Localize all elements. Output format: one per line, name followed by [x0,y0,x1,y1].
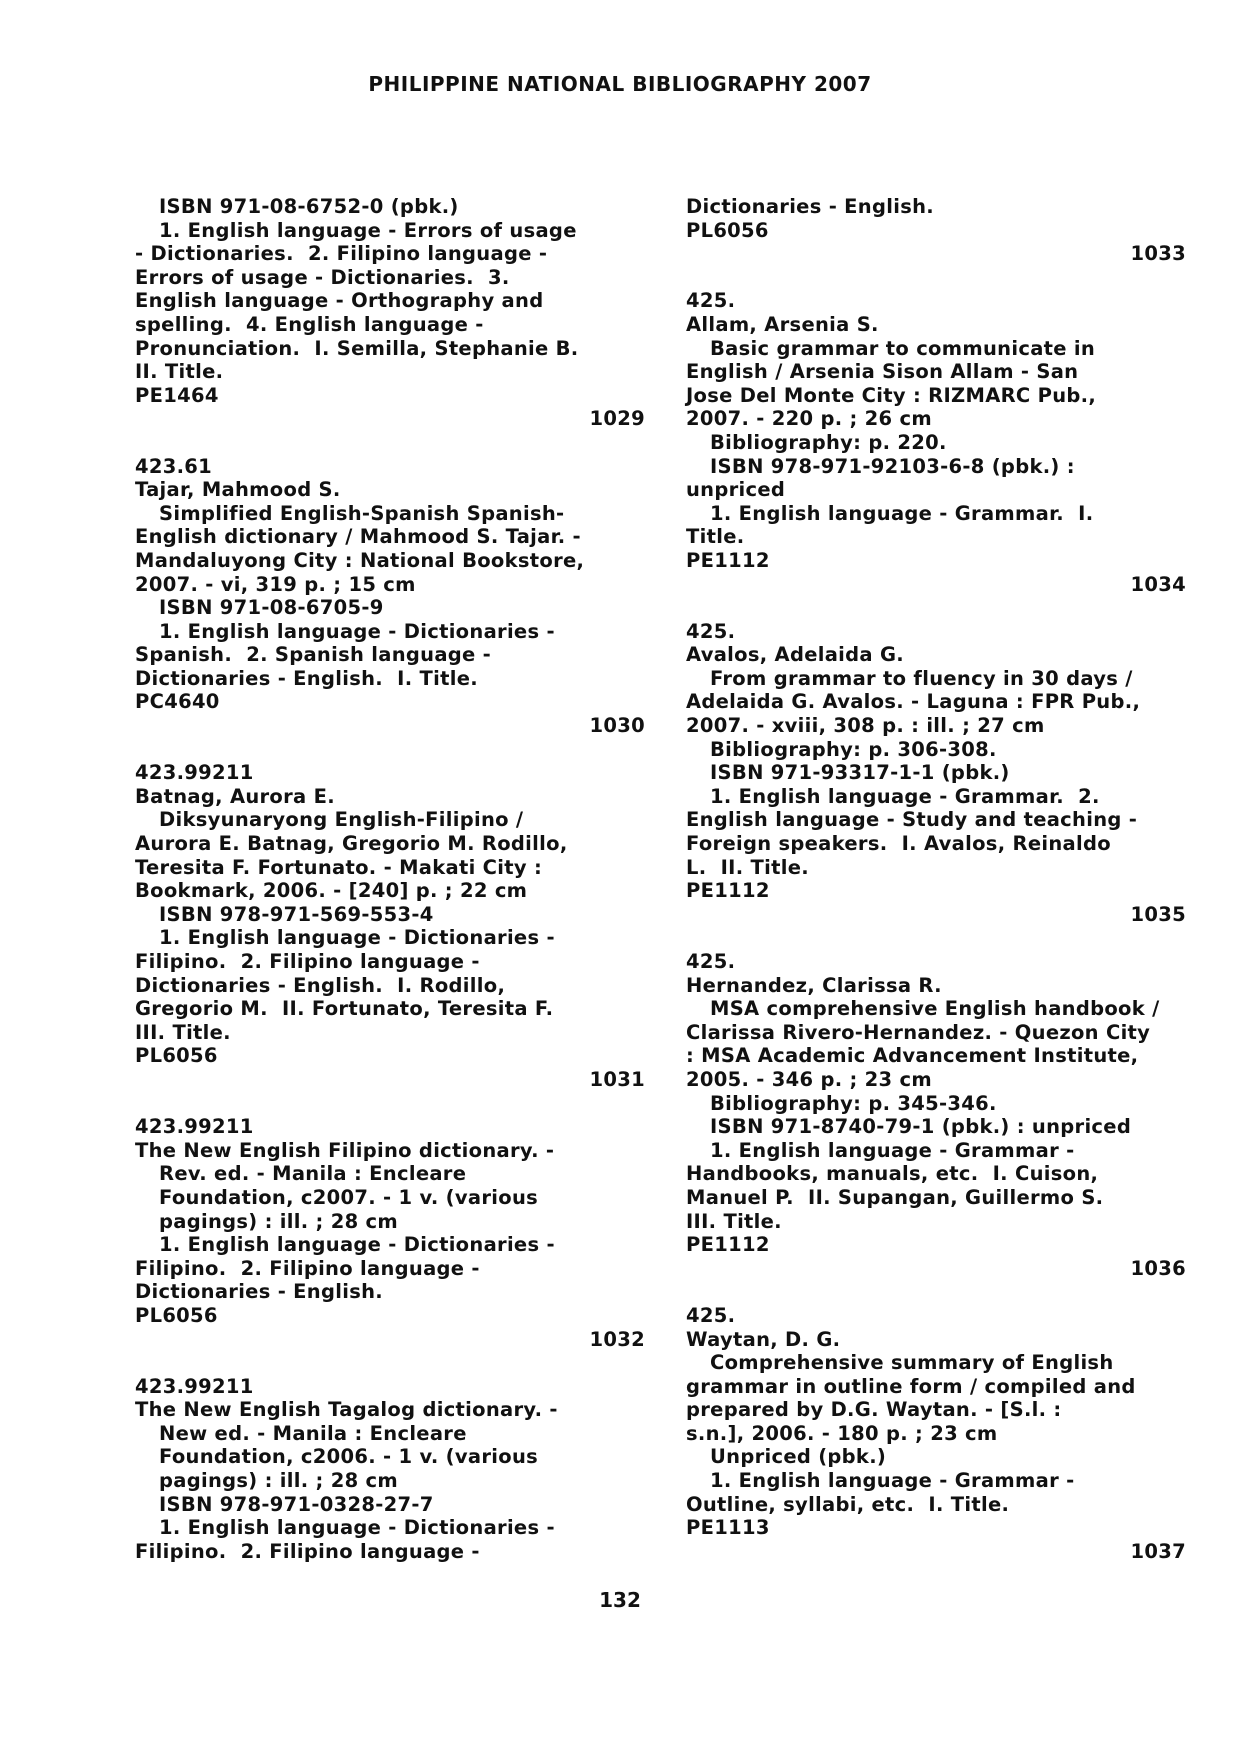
bibliographic-line: PE1113 [686,1516,770,1540]
bibliographic-line: ISBN 971-93317-1-1 (pbk.) [710,761,1010,785]
entry-number: 1032 [589,1327,645,1351]
bibliographic-line: Filipino. 2. Filipino language - [135,1539,480,1563]
bibliographic-line: Bibliography: p. 345-346. [710,1091,997,1115]
bibliographic-line: Rev. ed. - Manila : Encleare [159,1162,467,1186]
bibliographic-line: Foundation, c2006. - 1 v. (various [159,1445,539,1469]
bibliographic-line: Title. [686,525,745,549]
bibliographic-line: Batnag, Aurora E. [135,784,335,808]
bibliographic-line: 1. English language - Errors of usage [159,218,577,242]
bibliographic-line: Gregorio M. II. Fortunato, Teresita F. [135,997,554,1021]
bibliographic-line: Diksyunaryong English-Filipino / [159,808,524,832]
bibliographic-line: PL6056 [135,1303,218,1327]
bibliographic-line: Bookmark, 2006. - [240] p. ; 22 cm [135,879,528,903]
bibliographic-line: Handbooks, manuals, etc. I. Cuison, [686,1162,1099,1186]
bibliographic-line: Spanish. 2. Spanish language - [135,643,492,667]
bibliographic-line: 423.99211 [135,1115,254,1139]
bibliographic-line: Dictionaries - English. I. Title. [135,666,478,690]
bibliographic-line: Comprehensive summary of English [710,1351,1114,1375]
bibliographic-line: Tajar, Mahmood S. [135,478,341,502]
bibliographic-line: Clarissa Rivero-Hernandez. - Quezon City [686,1020,1151,1044]
bibliographic-line: ISBN 978-971-92103-6-8 (pbk.) : [710,454,1075,478]
bibliographic-line: Unpriced (pbk.) [710,1445,887,1469]
bibliographic-line: Jose Del Monte City : RIZMARC Pub., [686,383,1097,407]
bibliographic-line: Bibliography: p. 220. [710,430,947,454]
right-column [686,195,1186,1563]
bibliographic-line: PE1464 [135,383,219,407]
bibliographic-line: PE1112 [686,548,770,572]
bibliographic-line: grammar in outline form / compiled and [686,1374,1136,1398]
bibliographic-line: MSA comprehensive English handbook / [710,997,1160,1021]
bibliographic-line: Outline, syllabi, etc. I. Title. [686,1492,1010,1516]
bibliographic-line: ISBN 978-971-0328-27-7 [159,1492,434,1516]
bibliographic-line: Aurora E. Batnag, Gregorio M. Rodillo, [135,832,568,856]
bibliographic-line [686,926,1186,950]
bibliographic-line: 425. [686,950,736,973]
bibliographic-line: Allam, Arsenia S. [686,312,879,336]
bibliographic-line [686,266,1186,290]
bibliographic-line: Basic grammar to communicate in [710,336,1096,360]
entry-number: 1030 [589,714,645,738]
bibliographic-line: Filipino. 2. Filipino language - [135,950,480,973]
bibliographic-line: English dictionary / Mahmood S. Tajar. - [135,525,581,549]
left-column [135,195,645,1563]
bibliographic-line: PC4640 [135,690,220,714]
bibliographic-line: 2007. - 220 p. ; 26 cm [686,407,932,431]
bibliographic-line: 1. English language - Grammar. 2. [710,784,1100,808]
bibliographic-line [686,1280,1186,1304]
bibliographic-line: Errors of usage - Dictionaries. 3. [135,265,510,289]
bibliographic-line: Foreign speakers. I. Avalos, Reinaldo [686,832,1111,856]
bibliographic-line: Simplified English-Spanish Spanish- [159,501,565,525]
bibliographic-line: PE1112 [686,1233,770,1257]
bibliographic-line: 2007. - xviii, 308 p. : ill. ; 27 cm [686,714,1045,738]
bibliographic-line: Dictionaries - English. I. Rodillo, [135,973,506,997]
bibliographic-line: Manuel P. II. Supangan, Guillermo S. [686,1185,1104,1209]
bibliographic-line: ISBN 971-8740-79-1 (pbk.) : unpriced [710,1115,1132,1139]
bibliographic-line: 423.99211 [135,1374,254,1398]
bibliographic-line: 1. English language - Grammar - [710,1469,1075,1493]
entry-number: 1029 [589,407,645,431]
bibliographic-line: 1. English language - Dictionaries - [159,926,555,950]
page-number: 132 [599,1588,641,1612]
bibliographic-line: - Dictionaries. 2. Filipino language - [135,242,548,266]
bibliographic-line: 1. English language - Dictionaries - [159,1516,555,1540]
bibliographic-line: Filipino. 2. Filipino language - [135,1256,480,1280]
bibliographic-line: English language - Orthography and [135,289,544,313]
bibliographic-line: New ed. - Manila : Encleare [159,1421,467,1445]
bibliographic-line: The New English Filipino dictionary. - [135,1138,555,1162]
bibliographic-line: PL6056 [686,218,769,242]
bibliographic-line: : MSA Academic Advancement Institute, [686,1044,1139,1068]
bibliographic-line: prepared by D.G. Waytan. - [S.l. : [686,1398,1062,1422]
entry-number: 1033 [1130,242,1186,266]
entry-number: 1035 [1130,902,1186,926]
bibliographic-line [686,596,1186,620]
bibliographic-line: 1. English language - Dictionaries - [159,1233,555,1257]
bibliographic-line: Bibliography: p. 306-308. [710,737,997,761]
bibliographic-line: Foundation, c2007. - 1 v. (various [159,1185,539,1209]
bibliographic-line: Adelaida G. Avalos. - Laguna : FPR Pub., [686,690,1141,714]
bibliographic-line: Waytan, D. G. [686,1327,841,1351]
entry-number: 1037 [1130,1539,1186,1563]
bibliographic-line: L. II. Title. [686,855,809,879]
bibliographic-line: ISBN 971-08-6705-9 [159,596,384,620]
bibliographic-line: 423.99211 [135,761,254,785]
bibliographic-line [135,1351,645,1375]
bibliographic-line: English / Arsenia Sison Allam - San [686,360,1079,384]
bibliographic-line: 423.61 [135,454,213,478]
bibliographic-line: ISBN 978-971-569-553-4 [159,902,434,926]
bibliographic-line: spelling. 4. English language - [135,312,484,336]
bibliographic-line: 2007. - vi, 319 p. ; 15 cm [135,572,416,596]
entry-number: 1036 [1130,1256,1186,1280]
bibliographic-line: pagings) : ill. ; 28 cm [159,1469,399,1493]
bibliographic-line: Hernandez, Clarissa R. [686,973,942,997]
bibliographic-line: Teresita F. Fortunato. - Makati City : [135,855,543,879]
bibliographic-line: 425. [686,619,736,643]
bibliographic-line: 1. English language - Grammar. I. [710,501,1094,525]
bibliographic-line: III. Title. [135,1020,231,1044]
bibliographic-line: Dictionaries - English. [135,1280,384,1304]
bibliographic-line: ISBN 971-08-6752-0 (pbk.) [159,195,459,218]
bibliographic-line [135,1092,645,1116]
bibliographic-line: PE1112 [686,879,770,903]
bibliographic-line: The New English Tagalog dictionary. - [135,1398,558,1422]
bibliographic-line: 1. English language - Dictionaries - [159,619,555,643]
bibliographic-line: 1. English language - Grammar - [710,1138,1075,1162]
bibliographic-line: II. Title. [135,360,224,384]
bibliographic-line: Pronunciation. I. Semilla, Stephanie B. [135,336,579,360]
bibliographic-line: Mandaluyong City : National Bookstore, [135,548,585,572]
bibliographic-line: III. Title. [686,1209,782,1233]
bibliographic-line: English language - Study and teaching - [686,808,1138,832]
entry-number: 1031 [589,1067,645,1091]
bibliographic-line: unpriced [686,478,786,502]
bibliographic-line: 2005. - 346 p. ; 23 cm [686,1067,932,1091]
page-header-title: PHILIPPINE NATIONAL BIBLIOGRAPHY 2007 [368,72,872,96]
bibliographic-line: 425. [686,1303,736,1327]
bibliographic-line: pagings) : ill. ; 28 cm [159,1209,399,1233]
bibliographic-line [135,738,645,762]
bibliographic-line: PL6056 [135,1044,218,1068]
bibliographic-line [135,431,645,455]
bibliographic-line: s.n.], 2006. - 180 p. ; 23 cm [686,1421,998,1445]
bibliographic-line: 425. [686,289,736,313]
bibliographic-line: From grammar to fluency in 30 days / [710,666,1133,690]
bibliographic-line: Avalos, Adelaida G. [686,643,904,667]
bibliographic-line: Dictionaries - English. [686,195,935,218]
entry-number: 1034 [1130,572,1186,596]
